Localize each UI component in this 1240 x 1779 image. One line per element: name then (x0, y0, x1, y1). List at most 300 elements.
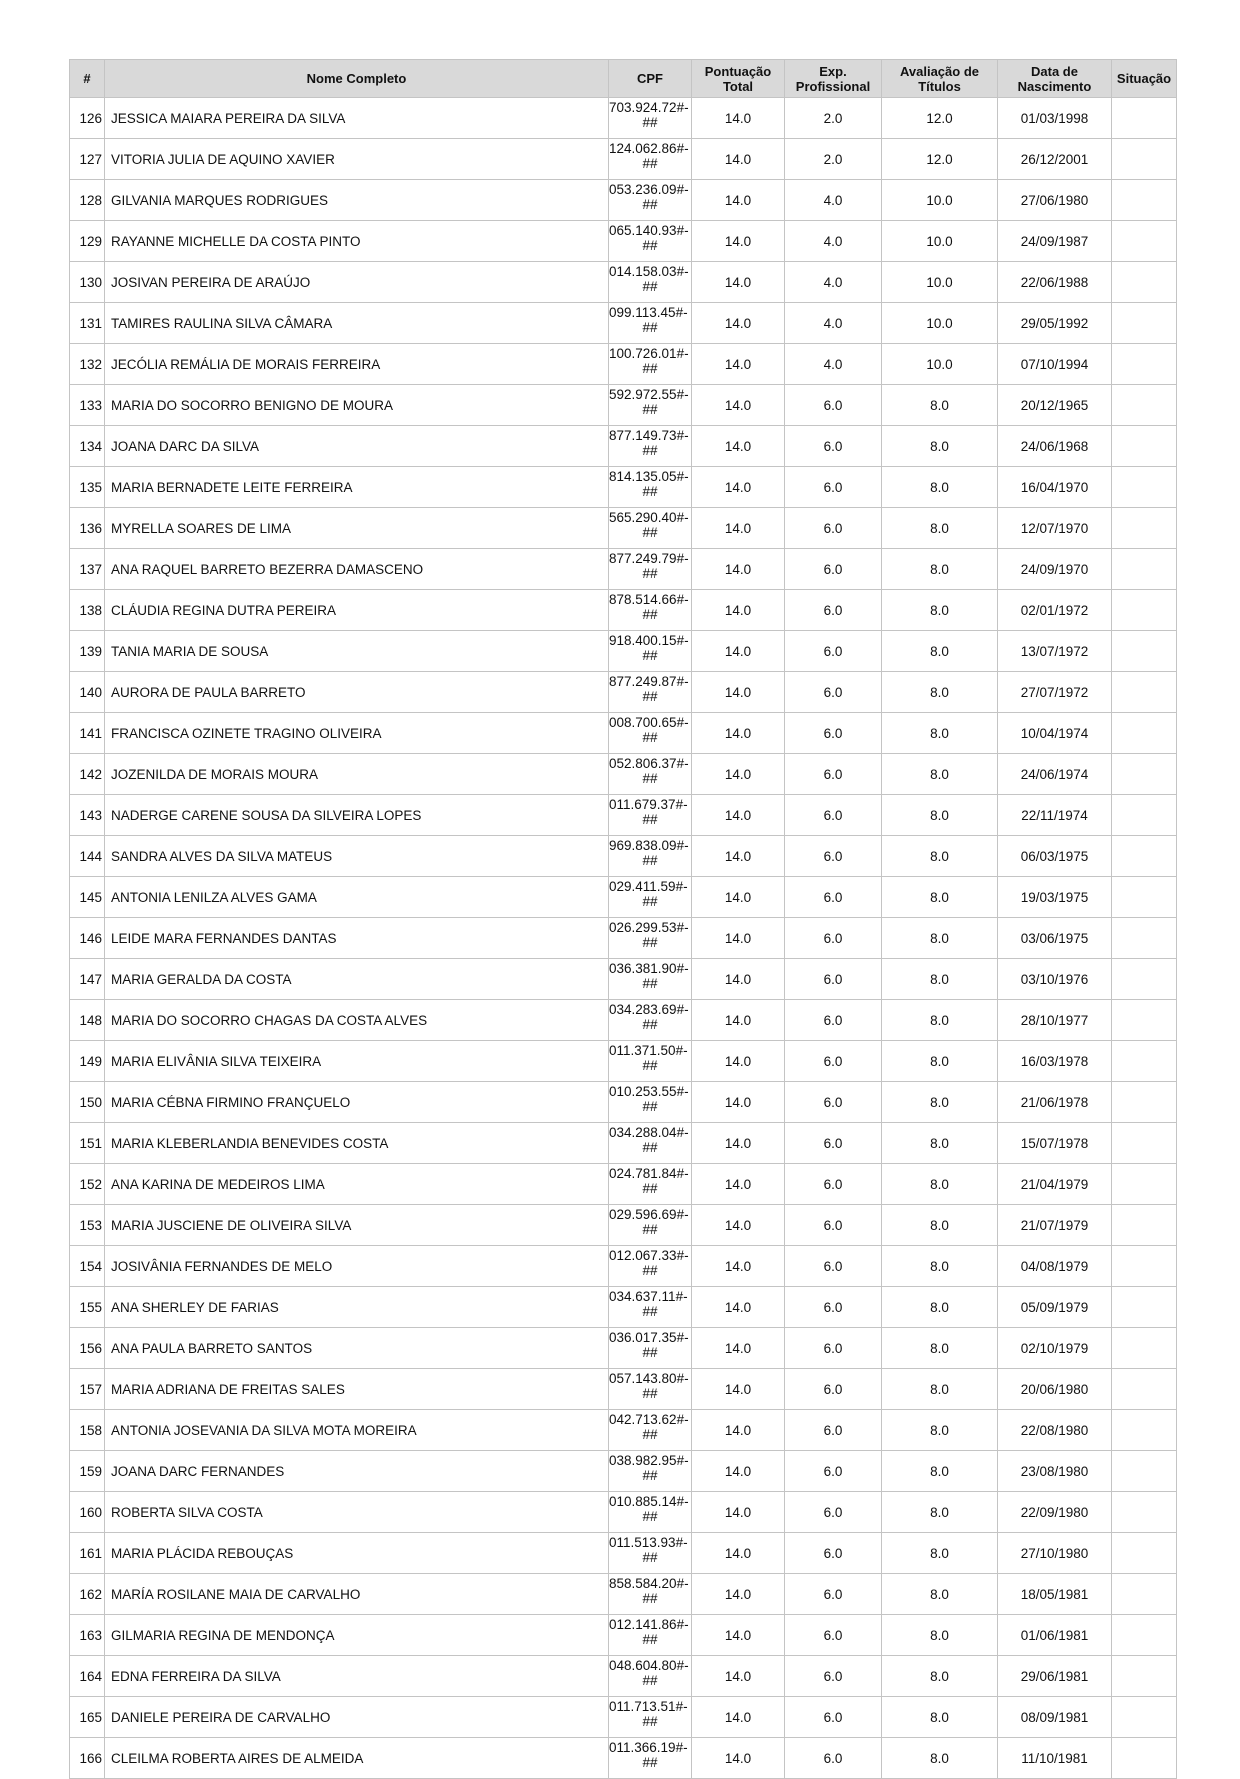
table-row (70, 918, 1177, 959)
row-total-score: 14.0 (692, 1287, 785, 1328)
table-row (70, 1533, 1177, 1574)
row-cpf-line1: 065.140.93#- (609, 223, 689, 238)
col-header-cpf: CPF (609, 60, 692, 98)
row-number: 158 (70, 1410, 105, 1451)
row-professional-experience: 6.0 (785, 713, 882, 754)
row-cpf (609, 959, 692, 1000)
table-row (70, 98, 1177, 139)
row-cpf-line1: 034.283.69#- (609, 1002, 689, 1017)
row-status (1112, 1574, 1177, 1615)
table-row (70, 1615, 1177, 1656)
row-cpf-line1: 099.113.45#- (609, 305, 688, 320)
row-cpf-line2: ## (642, 1591, 658, 1606)
row-birth-date: 15/07/1978 (998, 1123, 1112, 1164)
row-cpf-line2: ## (642, 607, 658, 622)
row-birth-date: 04/08/1979 (998, 1246, 1112, 1287)
table-row (70, 1000, 1177, 1041)
row-total-score: 14.0 (692, 754, 785, 795)
row-cpf (609, 672, 692, 713)
row-professional-experience: 6.0 (785, 1451, 882, 1492)
row-full-name: SANDRA ALVES DA SILVA MATEUS (105, 836, 609, 877)
row-status (1112, 1533, 1177, 1574)
col-header-aval-line1: Avaliação de (899, 63, 979, 79)
row-full-name: TAMIRES RAULINA SILVA CÂMARA (105, 303, 609, 344)
row-full-name: CLEILMA ROBERTA AIRES DE ALMEIDA (105, 1738, 609, 1779)
row-full-name: CLÁUDIA REGINA DUTRA PEREIRA (105, 590, 609, 631)
row-cpf-line1: 048.604.80#- (609, 1658, 689, 1673)
row-birth-date: 03/10/1976 (998, 959, 1112, 1000)
row-number: 156 (70, 1328, 105, 1369)
row-cpf-line2: ## (642, 1058, 658, 1073)
row-birth-date: 24/09/1970 (998, 549, 1112, 590)
row-cpf (609, 1246, 692, 1287)
row-full-name: FRANCISCA OZINETE TRAGINO OLIVEIRA (105, 713, 609, 754)
row-total-score: 14.0 (692, 1041, 785, 1082)
row-title-evaluation: 8.0 (882, 1123, 998, 1164)
row-title-evaluation: 8.0 (882, 918, 998, 959)
row-cpf (609, 1615, 692, 1656)
row-cpf (609, 1492, 692, 1533)
row-birth-date: 29/06/1981 (998, 1656, 1112, 1697)
row-cpf (609, 426, 692, 467)
table-row (70, 1369, 1177, 1410)
table-row (70, 303, 1177, 344)
row-status (1112, 98, 1177, 139)
row-title-evaluation: 8.0 (882, 877, 998, 918)
row-cpf-line2: ## (642, 935, 658, 950)
row-number: 138 (70, 590, 105, 631)
row-cpf-line1: 036.381.90#- (609, 961, 689, 976)
row-total-score: 14.0 (692, 590, 785, 631)
row-professional-experience: 6.0 (785, 754, 882, 795)
table-row (70, 221, 1177, 262)
row-cpf (609, 1656, 692, 1697)
row-total-score: 14.0 (692, 549, 785, 590)
row-full-name: ANTONIA JOSEVANIA DA SILVA MOTA MOREIRA (105, 1410, 609, 1451)
row-cpf (609, 180, 692, 221)
row-full-name: MARÍA ROSILANE MAIA DE CARVALHO (105, 1574, 609, 1615)
table-row (70, 836, 1177, 877)
row-status (1112, 426, 1177, 467)
row-birth-date: 19/03/1975 (998, 877, 1112, 918)
row-birth-date: 08/09/1981 (998, 1697, 1112, 1738)
row-number: 129 (70, 221, 105, 262)
row-number: 161 (70, 1533, 105, 1574)
row-cpf (609, 1738, 692, 1779)
row-title-evaluation: 8.0 (882, 1328, 998, 1369)
row-status (1112, 1738, 1177, 1779)
row-cpf (609, 303, 692, 344)
row-cpf-line1: 010.885.14#- (609, 1494, 689, 1509)
row-status (1112, 590, 1177, 631)
table-row (70, 631, 1177, 672)
row-title-evaluation: 8.0 (882, 1000, 998, 1041)
row-cpf-line1: 029.411.59#- (609, 879, 688, 894)
row-birth-date: 22/08/1980 (998, 1410, 1112, 1451)
row-number: 160 (70, 1492, 105, 1533)
row-full-name: MARIA PLÁCIDA REBOUÇAS (105, 1533, 609, 1574)
row-number: 135 (70, 467, 105, 508)
table-row (70, 549, 1177, 590)
row-full-name: MARIA ELIVÂNIA SILVA TEIXEIRA (105, 1041, 609, 1082)
row-number: 166 (70, 1738, 105, 1779)
row-full-name: MARIA KLEBERLANDIA BENEVIDES COSTA (105, 1123, 609, 1164)
row-title-evaluation: 8.0 (882, 467, 998, 508)
row-cpf (609, 1287, 692, 1328)
col-header-number: # (70, 60, 105, 98)
row-cpf-line1: 877.149.73#- (609, 428, 689, 443)
row-cpf (609, 1533, 692, 1574)
row-cpf-line1: 011.679.37#- (609, 797, 688, 812)
row-professional-experience: 6.0 (785, 467, 882, 508)
row-cpf-line2: ## (642, 771, 658, 786)
row-cpf-line2: ## (642, 115, 658, 130)
row-status (1112, 467, 1177, 508)
row-status (1112, 918, 1177, 959)
row-professional-experience: 6.0 (785, 795, 882, 836)
row-status (1112, 877, 1177, 918)
row-birth-date: 16/03/1978 (998, 1041, 1112, 1082)
row-total-score: 14.0 (692, 1369, 785, 1410)
row-number: 130 (70, 262, 105, 303)
results-table (69, 59, 1177, 1779)
row-total-score: 14.0 (692, 1451, 785, 1492)
col-header-title-evaluation (882, 60, 998, 98)
row-total-score: 14.0 (692, 795, 785, 836)
row-professional-experience: 6.0 (785, 1205, 882, 1246)
row-cpf-line1: 124.062.86#- (609, 141, 689, 156)
col-header-status: Situação (1112, 60, 1177, 98)
row-cpf (609, 1697, 692, 1738)
row-status (1112, 262, 1177, 303)
row-birth-date: 24/06/1968 (998, 426, 1112, 467)
row-full-name: MARIA JUSCIENE DE OLIVEIRA SILVA (105, 1205, 609, 1246)
row-cpf-line2: ## (642, 1099, 658, 1114)
row-status (1112, 180, 1177, 221)
table-row (70, 1041, 1177, 1082)
row-number: 151 (70, 1123, 105, 1164)
row-cpf-line1: 024.781.84#- (609, 1166, 689, 1181)
row-number: 141 (70, 713, 105, 754)
row-total-score: 14.0 (692, 918, 785, 959)
col-header-full-name: Nome Completo (105, 60, 609, 98)
row-cpf (609, 1574, 692, 1615)
row-birth-date: 24/09/1987 (998, 221, 1112, 262)
row-total-score: 14.0 (692, 1492, 785, 1533)
row-number: 159 (70, 1451, 105, 1492)
row-cpf-line1: 010.253.55#- (609, 1084, 689, 1099)
row-full-name: EDNA FERREIRA DA SILVA (105, 1656, 609, 1697)
row-professional-experience: 6.0 (785, 1697, 882, 1738)
row-title-evaluation: 8.0 (882, 836, 998, 877)
row-status (1112, 672, 1177, 713)
row-birth-date: 27/10/1980 (998, 1533, 1112, 1574)
row-cpf-line1: 012.067.33#- (609, 1248, 689, 1263)
row-cpf-line2: ## (642, 689, 658, 704)
row-status (1112, 754, 1177, 795)
col-header-professional-experience (785, 60, 882, 98)
row-cpf (609, 221, 692, 262)
row-status (1112, 508, 1177, 549)
row-cpf-line2: ## (642, 812, 658, 827)
row-full-name: NADERGE CARENE SOUSA DA SILVEIRA LOPES (105, 795, 609, 836)
row-full-name: MARIA CÉBNA FIRMINO FRANÇUELO (105, 1082, 609, 1123)
row-full-name: ANA PAULA BARRETO SANTOS (105, 1328, 609, 1369)
row-professional-experience: 6.0 (785, 1574, 882, 1615)
row-total-score: 14.0 (692, 180, 785, 221)
row-title-evaluation: 8.0 (882, 672, 998, 713)
row-cpf-line1: 057.143.80#- (609, 1371, 689, 1386)
row-full-name: ANA SHERLEY DE FARIAS (105, 1287, 609, 1328)
row-professional-experience: 6.0 (785, 1738, 882, 1779)
row-number: 145 (70, 877, 105, 918)
row-status (1112, 1246, 1177, 1287)
row-cpf-line1: 008.700.65#- (609, 715, 689, 730)
col-header-exp-line2: Profissional (795, 78, 871, 94)
table-row (70, 672, 1177, 713)
row-full-name: LEIDE MARA FERNANDES DANTAS (105, 918, 609, 959)
row-full-name: MARIA DO SOCORRO CHAGAS DA COSTA ALVES (105, 1000, 609, 1041)
row-full-name: JOANA DARC DA SILVA (105, 426, 609, 467)
table-row (70, 344, 1177, 385)
table-row (70, 385, 1177, 426)
row-professional-experience: 6.0 (785, 1656, 882, 1697)
row-status (1112, 385, 1177, 426)
row-title-evaluation: 12.0 (882, 98, 998, 139)
row-cpf (609, 549, 692, 590)
table-row (70, 1123, 1177, 1164)
row-status (1112, 221, 1177, 262)
col-header-birth-date (998, 60, 1112, 98)
row-total-score: 14.0 (692, 1328, 785, 1369)
row-total-score: 14.0 (692, 631, 785, 672)
row-cpf-line2: ## (642, 1673, 658, 1688)
row-cpf (609, 1205, 692, 1246)
row-status (1112, 1697, 1177, 1738)
row-professional-experience: 4.0 (785, 344, 882, 385)
row-professional-experience: 2.0 (785, 98, 882, 139)
row-total-score: 14.0 (692, 1533, 785, 1574)
row-professional-experience: 6.0 (785, 1533, 882, 1574)
row-number: 144 (70, 836, 105, 877)
row-total-score: 14.0 (692, 467, 785, 508)
row-status (1112, 795, 1177, 836)
row-title-evaluation: 8.0 (882, 426, 998, 467)
table-row (70, 795, 1177, 836)
row-cpf-line2: ## (642, 1755, 658, 1770)
row-cpf (609, 1328, 692, 1369)
row-title-evaluation: 8.0 (882, 754, 998, 795)
row-cpf-line1: 052.806.37#- (609, 756, 689, 771)
row-birth-date: 05/09/1979 (998, 1287, 1112, 1328)
row-professional-experience: 2.0 (785, 139, 882, 180)
row-title-evaluation: 8.0 (882, 713, 998, 754)
row-number: 127 (70, 139, 105, 180)
row-professional-experience: 6.0 (785, 1287, 882, 1328)
row-title-evaluation: 8.0 (882, 1574, 998, 1615)
row-professional-experience: 6.0 (785, 1246, 882, 1287)
row-cpf-line2: ## (642, 1632, 658, 1647)
table-row (70, 754, 1177, 795)
row-full-name: GILMARIA REGINA DE MENDONÇA (105, 1615, 609, 1656)
row-title-evaluation: 10.0 (882, 180, 998, 221)
row-birth-date: 22/06/1988 (998, 262, 1112, 303)
row-cpf-line2: ## (642, 648, 658, 663)
row-cpf-line1: 014.158.03#- (609, 264, 689, 279)
table-row (70, 426, 1177, 467)
row-professional-experience: 6.0 (785, 1369, 882, 1410)
row-cpf (609, 713, 692, 754)
row-birth-date: 27/06/1980 (998, 180, 1112, 221)
row-total-score: 14.0 (692, 1615, 785, 1656)
row-professional-experience: 6.0 (785, 1328, 882, 1369)
row-professional-experience: 6.0 (785, 1492, 882, 1533)
table-row (70, 590, 1177, 631)
row-number: 162 (70, 1574, 105, 1615)
row-total-score: 14.0 (692, 98, 785, 139)
row-total-score: 14.0 (692, 1574, 785, 1615)
row-cpf-line2: ## (642, 1222, 658, 1237)
row-cpf-line2: ## (642, 1427, 658, 1442)
row-cpf (609, 1164, 692, 1205)
col-header-birth-line2: Nascimento (1017, 78, 1092, 94)
row-birth-date: 13/07/1972 (998, 631, 1112, 672)
row-professional-experience: 6.0 (785, 1410, 882, 1451)
row-number: 134 (70, 426, 105, 467)
row-total-score: 14.0 (692, 1410, 785, 1451)
row-total-score: 14.0 (692, 1697, 785, 1738)
row-professional-experience: 6.0 (785, 631, 882, 672)
row-status (1112, 139, 1177, 180)
table-row (70, 713, 1177, 754)
row-cpf-line2: ## (642, 156, 658, 171)
row-status (1112, 303, 1177, 344)
row-birth-date: 21/04/1979 (998, 1164, 1112, 1205)
row-number: 147 (70, 959, 105, 1000)
row-number: 146 (70, 918, 105, 959)
row-number: 149 (70, 1041, 105, 1082)
row-cpf (609, 877, 692, 918)
row-professional-experience: 6.0 (785, 877, 882, 918)
row-cpf (609, 98, 692, 139)
row-cpf-line2: ## (642, 1714, 658, 1729)
row-birth-date: 21/06/1978 (998, 1082, 1112, 1123)
row-number: 131 (70, 303, 105, 344)
row-title-evaluation: 8.0 (882, 1369, 998, 1410)
row-title-evaluation: 8.0 (882, 549, 998, 590)
row-title-evaluation: 8.0 (882, 1697, 998, 1738)
table-row (70, 1738, 1177, 1779)
row-cpf-line2: ## (642, 1140, 658, 1155)
row-cpf-line1: 038.982.95#- (609, 1453, 689, 1468)
row-cpf-line1: 011.513.93#- (609, 1535, 688, 1550)
row-total-score: 14.0 (692, 713, 785, 754)
row-status (1112, 1410, 1177, 1451)
row-birth-date: 27/07/1972 (998, 672, 1112, 713)
row-number: 136 (70, 508, 105, 549)
row-number: 137 (70, 549, 105, 590)
row-total-score: 14.0 (692, 1082, 785, 1123)
row-professional-experience: 6.0 (785, 672, 882, 713)
table-row (70, 1082, 1177, 1123)
row-title-evaluation: 8.0 (882, 1205, 998, 1246)
row-total-score: 14.0 (692, 508, 785, 549)
row-number: 126 (70, 98, 105, 139)
row-cpf-line1: 029.596.69#- (609, 1207, 689, 1222)
table-row (70, 508, 1177, 549)
row-full-name: AURORA DE PAULA BARRETO (105, 672, 609, 713)
row-total-score: 14.0 (692, 221, 785, 262)
row-cpf (609, 139, 692, 180)
row-title-evaluation: 8.0 (882, 1246, 998, 1287)
row-status (1112, 713, 1177, 754)
row-title-evaluation: 10.0 (882, 303, 998, 344)
row-professional-experience: 6.0 (785, 1041, 882, 1082)
row-cpf (609, 1369, 692, 1410)
row-birth-date: 12/07/1970 (998, 508, 1112, 549)
row-number: 165 (70, 1697, 105, 1738)
row-cpf (609, 795, 692, 836)
row-professional-experience: 4.0 (785, 303, 882, 344)
row-full-name: GILVANIA MARQUES RODRIGUES (105, 180, 609, 221)
row-birth-date: 03/06/1975 (998, 918, 1112, 959)
row-full-name: MYRELLA SOARES DE LIMA (105, 508, 609, 549)
row-status (1112, 836, 1177, 877)
row-status (1112, 1041, 1177, 1082)
col-header-aval-line2: Títulos (918, 78, 961, 94)
row-cpf-line1: 034.288.04#- (609, 1125, 689, 1140)
row-cpf-line1: 011.371.50#- (609, 1043, 688, 1058)
row-cpf-line1: 878.514.66#- (609, 592, 689, 607)
row-title-evaluation: 8.0 (882, 795, 998, 836)
row-professional-experience: 6.0 (785, 590, 882, 631)
row-birth-date: 20/06/1980 (998, 1369, 1112, 1410)
row-cpf-line1: 036.017.35#- (609, 1330, 689, 1345)
row-cpf-line2: ## (642, 279, 658, 294)
row-number: 139 (70, 631, 105, 672)
row-cpf-line2: ## (642, 566, 658, 581)
row-cpf-line1: 026.299.53#- (609, 920, 689, 935)
row-professional-experience: 6.0 (785, 1164, 882, 1205)
row-cpf-line1: 877.249.87#- (609, 674, 689, 689)
row-cpf-line2: ## (642, 238, 658, 253)
row-cpf-line2: ## (642, 976, 658, 991)
row-cpf-line2: ## (642, 320, 658, 335)
row-status (1112, 1082, 1177, 1123)
row-full-name: TANIA MARIA DE SOUSA (105, 631, 609, 672)
row-cpf (609, 1410, 692, 1451)
row-cpf-line2: ## (642, 525, 658, 540)
table-row (70, 1410, 1177, 1451)
row-number: 157 (70, 1369, 105, 1410)
row-cpf-line1: 703.924.72#- (609, 100, 689, 115)
row-birth-date: 21/07/1979 (998, 1205, 1112, 1246)
row-number: 143 (70, 795, 105, 836)
row-cpf-line1: 858.584.20#- (609, 1576, 689, 1591)
row-professional-experience: 6.0 (785, 508, 882, 549)
row-cpf-line2: ## (642, 1304, 658, 1319)
row-title-evaluation: 8.0 (882, 1451, 998, 1492)
row-full-name: ROBERTA SILVA COSTA (105, 1492, 609, 1533)
row-total-score: 14.0 (692, 672, 785, 713)
row-cpf-line1: 100.726.01#- (609, 346, 689, 361)
row-cpf-line1: 034.637.11#- (609, 1289, 688, 1304)
table-row (70, 1492, 1177, 1533)
row-cpf-line2: ## (642, 443, 658, 458)
row-cpf-line1: 012.141.86#- (609, 1617, 689, 1632)
row-full-name: MARIA GERALDA DA COSTA (105, 959, 609, 1000)
table-row (70, 1574, 1177, 1615)
